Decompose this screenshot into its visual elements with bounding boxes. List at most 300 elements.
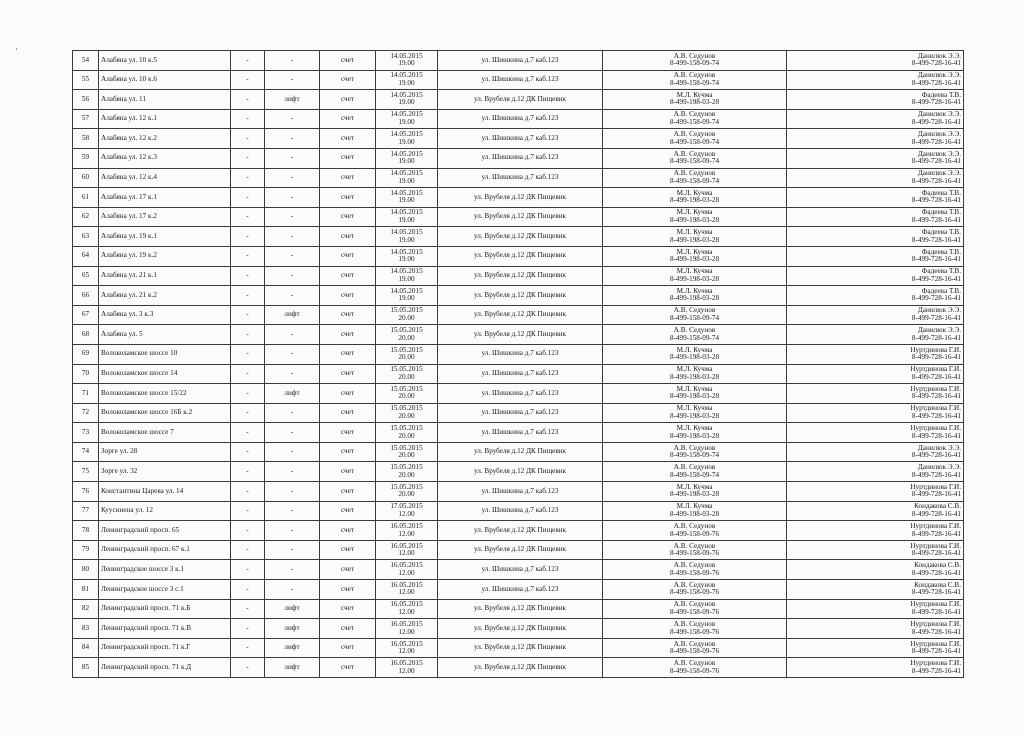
column-a-value: - <box>231 51 265 71</box>
table-row <box>73 90 964 110</box>
meeting-time: 12.00 <box>398 568 415 577</box>
contact-phone: 8-499-728-16-41 <box>911 647 961 656</box>
meeting-type: счет <box>320 384 376 404</box>
meeting-place: ул. Врубеля д.12 ДК Пищевик <box>438 638 603 658</box>
responsible-contact <box>603 305 787 325</box>
contact-name: М.Л. Кучма <box>676 502 713 511</box>
building-address: Куусинена ул. 12 <box>99 501 231 521</box>
meeting-date: 14.05.2015 <box>390 228 423 237</box>
elevator-note: - <box>265 521 320 541</box>
responsible-contact <box>603 423 787 443</box>
contact-phone: 8-499-728-16-41 <box>911 549 961 558</box>
meeting-date: 16.05.2015 <box>390 521 423 530</box>
meeting-place: ул. Шишкина д.7 каб.123 <box>438 344 603 364</box>
table-row <box>73 109 964 129</box>
meeting-date: 15.05.2015 <box>390 326 423 335</box>
meeting-datetime <box>376 227 438 247</box>
contact-phone: 8-499-158-09-76 <box>669 627 720 636</box>
meeting-datetime <box>376 638 438 658</box>
column-a-value: - <box>231 168 265 188</box>
contact-name: М.Л. Кучма <box>676 228 713 237</box>
row-number: 58 <box>73 129 99 149</box>
row-number: 57 <box>73 109 99 129</box>
secondary-contact <box>787 188 964 208</box>
contact-phone: 8-499-158-09-76 <box>669 607 720 616</box>
contact-name: Нуртдинова Г.И. <box>910 345 961 354</box>
elevator-note: - <box>265 129 320 149</box>
responsible-contact <box>603 482 787 502</box>
contact-phone: 8-499-158-09-74 <box>669 118 720 127</box>
contact-name: М.Л. Кучма <box>676 90 713 99</box>
elevator-note: - <box>265 286 320 306</box>
meeting-date: 14.05.2015 <box>390 51 423 60</box>
meeting-datetime <box>376 521 438 541</box>
secondary-contact <box>787 462 964 482</box>
meeting-date: 16.05.2015 <box>390 619 423 628</box>
contact-name: А.В. Седунов <box>673 110 716 119</box>
building-address: Алабяна ул. 11 <box>99 90 231 110</box>
contact-name: А.В. Седунов <box>673 51 716 60</box>
contact-phone: 8-499-158-09-76 <box>669 568 720 577</box>
column-a-value: - <box>231 246 265 266</box>
meeting-type: счет <box>320 442 376 462</box>
building-address: Алабяна ул. 21 к.2 <box>99 286 231 306</box>
contact-name: Данилюк Э.Э. <box>917 110 961 119</box>
contact-phone: 8-499-198-03-28 <box>669 509 720 518</box>
meeting-time: 19.00 <box>398 78 415 87</box>
meeting-date: 14.05.2015 <box>390 110 423 119</box>
responsible-contact <box>603 148 787 168</box>
contact-phone: 8-499-728-16-41 <box>911 333 961 342</box>
contact-name: Данилюк Э.Э. <box>917 130 961 139</box>
elevator-note: - <box>265 188 320 208</box>
row-number: 72 <box>73 403 99 423</box>
row-number: 61 <box>73 188 99 208</box>
elevator-note: лифт <box>265 599 320 619</box>
contact-phone: 8-499-728-16-41 <box>911 588 961 597</box>
meeting-time: 19.00 <box>398 59 415 68</box>
contact-phone: 8-499-728-16-41 <box>911 59 961 68</box>
meeting-date: 14.05.2015 <box>390 169 423 178</box>
meeting-type: счет <box>320 344 376 364</box>
contact-name: А.В. Седунов <box>673 149 716 158</box>
row-number: 67 <box>73 305 99 325</box>
elevator-note: - <box>265 325 320 345</box>
contact-phone: 8-499-728-16-41 <box>911 529 961 538</box>
meeting-place: ул. Шишкина д.7 каб.123 <box>438 70 603 90</box>
meeting-type: счет <box>320 188 376 208</box>
table-body <box>73 51 964 678</box>
meeting-place: ул. Шишкина д.7 каб.123 <box>438 129 603 149</box>
contact-name: Нуртдинова Г.И. <box>910 639 961 648</box>
secondary-contact <box>787 403 964 423</box>
building-address: Алабяна ул. 12 к.1 <box>99 109 231 129</box>
elevator-note: - <box>265 168 320 188</box>
secondary-contact <box>787 266 964 286</box>
row-number: 83 <box>73 619 99 639</box>
column-a-value: - <box>231 148 265 168</box>
building-address: Алабяна ул. 21 к.1 <box>99 266 231 286</box>
table-row <box>73 129 964 149</box>
meeting-datetime <box>376 188 438 208</box>
meeting-date: 15.05.2015 <box>390 384 423 393</box>
meeting-time: 20.00 <box>398 411 415 420</box>
contact-name: А.В. Седунов <box>673 600 716 609</box>
meeting-time: 19.00 <box>398 274 415 283</box>
meeting-datetime <box>376 168 438 188</box>
row-number: 73 <box>73 423 99 443</box>
row-number: 69 <box>73 344 99 364</box>
meeting-datetime <box>376 246 438 266</box>
secondary-contact <box>787 207 964 227</box>
meeting-date: 14.05.2015 <box>390 267 423 276</box>
secondary-contact <box>787 384 964 404</box>
secondary-contact <box>787 619 964 639</box>
column-a-value: - <box>231 286 265 306</box>
column-a-value: - <box>231 658 265 678</box>
meeting-date: 14.05.2015 <box>390 90 423 99</box>
contact-name: Фадеева Т.В. <box>921 286 961 295</box>
column-a-value: - <box>231 109 265 129</box>
meeting-time: 12.00 <box>398 666 415 675</box>
meeting-type: счет <box>320 325 376 345</box>
contact-name: М.Л. Кучма <box>676 482 713 491</box>
secondary-contact <box>787 148 964 168</box>
meeting-type: счет <box>320 207 376 227</box>
table-row <box>73 403 964 423</box>
column-a-value: - <box>231 560 265 580</box>
meeting-place: ул. Врубеля д.12 ДК Пищевик <box>438 442 603 462</box>
table-row <box>73 560 964 580</box>
contact-name: А.В. Седунов <box>673 463 716 472</box>
contact-name: А.В. Седунов <box>673 619 716 628</box>
building-address: Алабяна ул. 12 к.4 <box>99 168 231 188</box>
elevator-note: - <box>265 148 320 168</box>
contact-name: Нуртдинова Г.И. <box>910 384 961 393</box>
secondary-contact <box>787 442 964 462</box>
contact-name: Нуртдинова Г.И. <box>910 404 961 413</box>
meeting-date: 15.05.2015 <box>390 345 423 354</box>
building-address: Алабяна ул. 10 к.6 <box>99 70 231 90</box>
secondary-contact <box>787 580 964 600</box>
contact-phone: 8-499-198-03-28 <box>669 196 720 205</box>
meeting-date: 15.05.2015 <box>390 306 423 315</box>
meeting-time: 12.00 <box>398 588 415 597</box>
meeting-datetime <box>376 580 438 600</box>
table-row <box>73 638 964 658</box>
meeting-type: счет <box>320 482 376 502</box>
meeting-date: 16.05.2015 <box>390 659 423 668</box>
contact-name: Нуртдинова Г.И. <box>910 521 961 530</box>
meeting-time: 19.00 <box>398 196 415 205</box>
responsible-contact <box>603 51 787 71</box>
meeting-type: счет <box>320 51 376 71</box>
contact-name: Кондакова С.В. <box>914 580 961 589</box>
meeting-schedule-table <box>72 50 964 678</box>
building-address: Волоколамское шоссе 7 <box>99 423 231 443</box>
row-number: 81 <box>73 580 99 600</box>
building-address: Зорге ул. 28 <box>99 442 231 462</box>
responsible-contact <box>603 658 787 678</box>
secondary-contact <box>787 325 964 345</box>
contact-phone: 8-499-158-09-76 <box>669 666 720 675</box>
row-number: 80 <box>73 560 99 580</box>
meeting-time: 12.00 <box>398 529 415 538</box>
table-row <box>73 188 964 208</box>
row-number: 68 <box>73 325 99 345</box>
contact-name: Фадеева Т.В. <box>921 188 961 197</box>
responsible-contact <box>603 90 787 110</box>
column-a-value: - <box>231 580 265 600</box>
secondary-contact <box>787 344 964 364</box>
building-address: Ленинградский просп. 71 к.Д <box>99 658 231 678</box>
responsible-contact <box>603 599 787 619</box>
meeting-time: 20.00 <box>398 353 415 362</box>
meeting-date: 15.05.2015 <box>390 365 423 374</box>
meeting-datetime <box>376 266 438 286</box>
meeting-type: счет <box>320 560 376 580</box>
secondary-contact <box>787 51 964 71</box>
meeting-datetime <box>376 109 438 129</box>
meeting-date: 14.05.2015 <box>390 71 423 80</box>
meeting-place: ул. Шишкина д.7 каб.123 <box>438 560 603 580</box>
column-a-value: - <box>231 521 265 541</box>
contact-phone: 8-499-198-03-28 <box>669 372 720 381</box>
meeting-datetime <box>376 325 438 345</box>
meeting-place: ул. Врубеля д.12 ДК Пищевик <box>438 286 603 306</box>
contact-phone: 8-499-728-16-41 <box>911 314 961 323</box>
contact-name: Нуртдинова Г.И. <box>910 541 961 550</box>
meeting-time: 19.00 <box>398 216 415 225</box>
contact-phone: 8-499-198-03-28 <box>669 216 720 225</box>
contact-name: Нуртдинова Г.И. <box>910 482 961 491</box>
meeting-time: 19.00 <box>398 137 415 146</box>
contact-phone: 8-499-728-16-41 <box>911 255 961 264</box>
table-row <box>73 482 964 502</box>
meeting-type: счет <box>320 148 376 168</box>
building-address: Ленинградский просп. 65 <box>99 521 231 541</box>
meeting-datetime <box>376 51 438 71</box>
meeting-time: 20.00 <box>398 490 415 499</box>
contact-name: Нуртдинова Г.И. <box>910 423 961 432</box>
column-a-value: - <box>231 266 265 286</box>
meeting-datetime <box>376 148 438 168</box>
column-a-value: - <box>231 227 265 247</box>
building-address: Волоколамское шоссе 14 <box>99 364 231 384</box>
meeting-datetime <box>376 482 438 502</box>
meeting-type: счет <box>320 638 376 658</box>
contact-phone: 8-499-728-16-41 <box>911 490 961 499</box>
building-address: Ленинградский просп. 71 к.В <box>99 619 231 639</box>
elevator-note: - <box>265 227 320 247</box>
meeting-date: 15.05.2015 <box>390 463 423 472</box>
table-row <box>73 168 964 188</box>
building-address: Алабяна ул. 3 к.3 <box>99 305 231 325</box>
meeting-date: 15.05.2015 <box>390 443 423 452</box>
responsible-contact <box>603 188 787 208</box>
contact-phone: 8-499-728-16-41 <box>911 196 961 205</box>
contact-phone: 8-499-728-16-41 <box>911 353 961 362</box>
contact-name: М.Л. Кучма <box>676 404 713 413</box>
elevator-note: - <box>265 344 320 364</box>
table-row <box>73 423 964 443</box>
meeting-type: счет <box>320 423 376 443</box>
contact-name: М.Л. Кучма <box>676 384 713 393</box>
building-address: Алабяна ул. 5 <box>99 325 231 345</box>
meeting-date: 14.05.2015 <box>390 208 423 217</box>
meeting-type: счет <box>320 521 376 541</box>
contact-name: Фадеева Т.В. <box>921 90 961 99</box>
meeting-datetime <box>376 403 438 423</box>
elevator-note: - <box>265 501 320 521</box>
column-a-value: - <box>231 90 265 110</box>
contact-name: Нуртдинова Г.И. <box>910 659 961 668</box>
table-row <box>73 148 964 168</box>
contact-name: А.В. Седунов <box>673 521 716 530</box>
contact-phone: 8-499-198-03-28 <box>669 490 720 499</box>
meeting-datetime <box>376 286 438 306</box>
contact-name: М.Л. Кучма <box>676 267 713 276</box>
contact-name: Нуртдинова Г.И. <box>910 619 961 628</box>
responsible-contact <box>603 266 787 286</box>
contact-phone: 8-499-728-16-41 <box>911 372 961 381</box>
contact-phone: 8-499-728-16-41 <box>911 431 961 440</box>
row-number: 78 <box>73 521 99 541</box>
row-number: 66 <box>73 286 99 306</box>
meeting-place: ул. Врубеля д.12 ДК Пищевик <box>438 325 603 345</box>
meeting-time: 12.00 <box>398 549 415 558</box>
meeting-datetime <box>376 344 438 364</box>
meeting-datetime <box>376 462 438 482</box>
building-address: Алабяна ул. 19 к.1 <box>99 227 231 247</box>
meeting-datetime <box>376 658 438 678</box>
meeting-datetime <box>376 619 438 639</box>
responsible-contact <box>603 560 787 580</box>
meeting-time: 19.00 <box>398 98 415 107</box>
contact-name: Данилюк Э.Э. <box>917 51 961 60</box>
contact-phone: 8-499-728-16-41 <box>911 235 961 244</box>
secondary-contact <box>787 305 964 325</box>
contact-phone: 8-499-728-16-41 <box>911 392 961 401</box>
row-number: 82 <box>73 599 99 619</box>
responsible-contact <box>603 70 787 90</box>
secondary-contact <box>787 560 964 580</box>
contact-name: М.Л. Кучма <box>676 345 713 354</box>
responsible-contact <box>603 521 787 541</box>
responsible-contact <box>603 442 787 462</box>
contact-phone: 8-499-728-16-41 <box>911 274 961 283</box>
responsible-contact <box>603 344 787 364</box>
contact-phone: 8-499-728-16-41 <box>911 568 961 577</box>
scan-speck <box>16 48 17 50</box>
row-number: 64 <box>73 246 99 266</box>
contact-phone: 8-499-198-03-28 <box>669 255 720 264</box>
row-number: 75 <box>73 462 99 482</box>
column-a-value: - <box>231 364 265 384</box>
meeting-time: 19.00 <box>398 255 415 264</box>
table-row <box>73 384 964 404</box>
column-a-value: - <box>231 344 265 364</box>
building-address: Алабяна ул. 12 к.2 <box>99 129 231 149</box>
meeting-time: 19.00 <box>398 118 415 127</box>
meeting-datetime <box>376 599 438 619</box>
column-a-value: - <box>231 462 265 482</box>
contact-phone: 8-499-158-09-74 <box>669 333 720 342</box>
column-a-value: - <box>231 482 265 502</box>
meeting-type: счет <box>320 619 376 639</box>
responsible-contact <box>603 207 787 227</box>
meeting-type: счет <box>320 599 376 619</box>
contact-name: Кондакова С.В. <box>914 502 961 511</box>
meeting-time: 20.00 <box>398 392 415 401</box>
row-number: 70 <box>73 364 99 384</box>
meeting-place: ул. Шишкина д.7 каб.123 <box>438 109 603 129</box>
contact-name: Данилюк Э.Э. <box>917 149 961 158</box>
responsible-contact <box>603 129 787 149</box>
responsible-contact <box>603 384 787 404</box>
meeting-place: ул. Врубеля д.12 ДК Пищевик <box>438 462 603 482</box>
column-a-value: - <box>231 384 265 404</box>
meeting-type: счет <box>320 462 376 482</box>
meeting-type: счет <box>320 266 376 286</box>
secondary-contact <box>787 521 964 541</box>
meeting-date: 14.05.2015 <box>390 149 423 158</box>
meeting-type: счет <box>320 90 376 110</box>
meeting-date: 14.05.2015 <box>390 188 423 197</box>
building-address: Константина Царева ул. 14 <box>99 482 231 502</box>
elevator-note: - <box>265 482 320 502</box>
contact-name: А.В. Седунов <box>673 169 716 178</box>
building-address: Волоколамское шоссе 15/22 <box>99 384 231 404</box>
meeting-type: счет <box>320 109 376 129</box>
meeting-datetime <box>376 423 438 443</box>
meeting-datetime <box>376 501 438 521</box>
elevator-note: - <box>265 423 320 443</box>
column-a-value: - <box>231 540 265 560</box>
elevator-note: - <box>265 560 320 580</box>
secondary-contact <box>787 90 964 110</box>
elevator-note: лифт <box>265 90 320 110</box>
row-number: 77 <box>73 501 99 521</box>
meeting-date: 16.05.2015 <box>390 580 423 589</box>
meeting-type: счет <box>320 364 376 384</box>
meeting-date: 14.05.2015 <box>390 247 423 256</box>
row-number: 76 <box>73 482 99 502</box>
building-address: Волоколамское шоссе 10 <box>99 344 231 364</box>
contact-name: Кондакова С.В. <box>914 561 961 570</box>
contact-phone: 8-499-728-16-41 <box>911 509 961 518</box>
table-row <box>73 305 964 325</box>
meeting-type: счет <box>320 129 376 149</box>
secondary-contact <box>787 540 964 560</box>
meeting-place: ул. Шишкина д.7 каб.123 <box>438 482 603 502</box>
meeting-date: 17.05.2015 <box>390 502 423 511</box>
elevator-note: лифт <box>265 384 320 404</box>
elevator-note: - <box>265 580 320 600</box>
contact-name: А.В. Седунов <box>673 326 716 335</box>
contact-name: А.В. Седунов <box>673 130 716 139</box>
contact-phone: 8-499-728-16-41 <box>911 176 961 185</box>
meeting-date: 15.05.2015 <box>390 482 423 491</box>
table-row <box>73 51 964 71</box>
contact-name: Фадеева Т.В. <box>921 247 961 256</box>
elevator-note: - <box>265 266 320 286</box>
secondary-contact <box>787 129 964 149</box>
column-a-value: - <box>231 188 265 208</box>
contact-phone: 8-499-158-09-74 <box>669 59 720 68</box>
contact-phone: 8-499-198-03-28 <box>669 235 720 244</box>
meeting-place: ул. Врубеля д.12 ДК Пищевик <box>438 619 603 639</box>
